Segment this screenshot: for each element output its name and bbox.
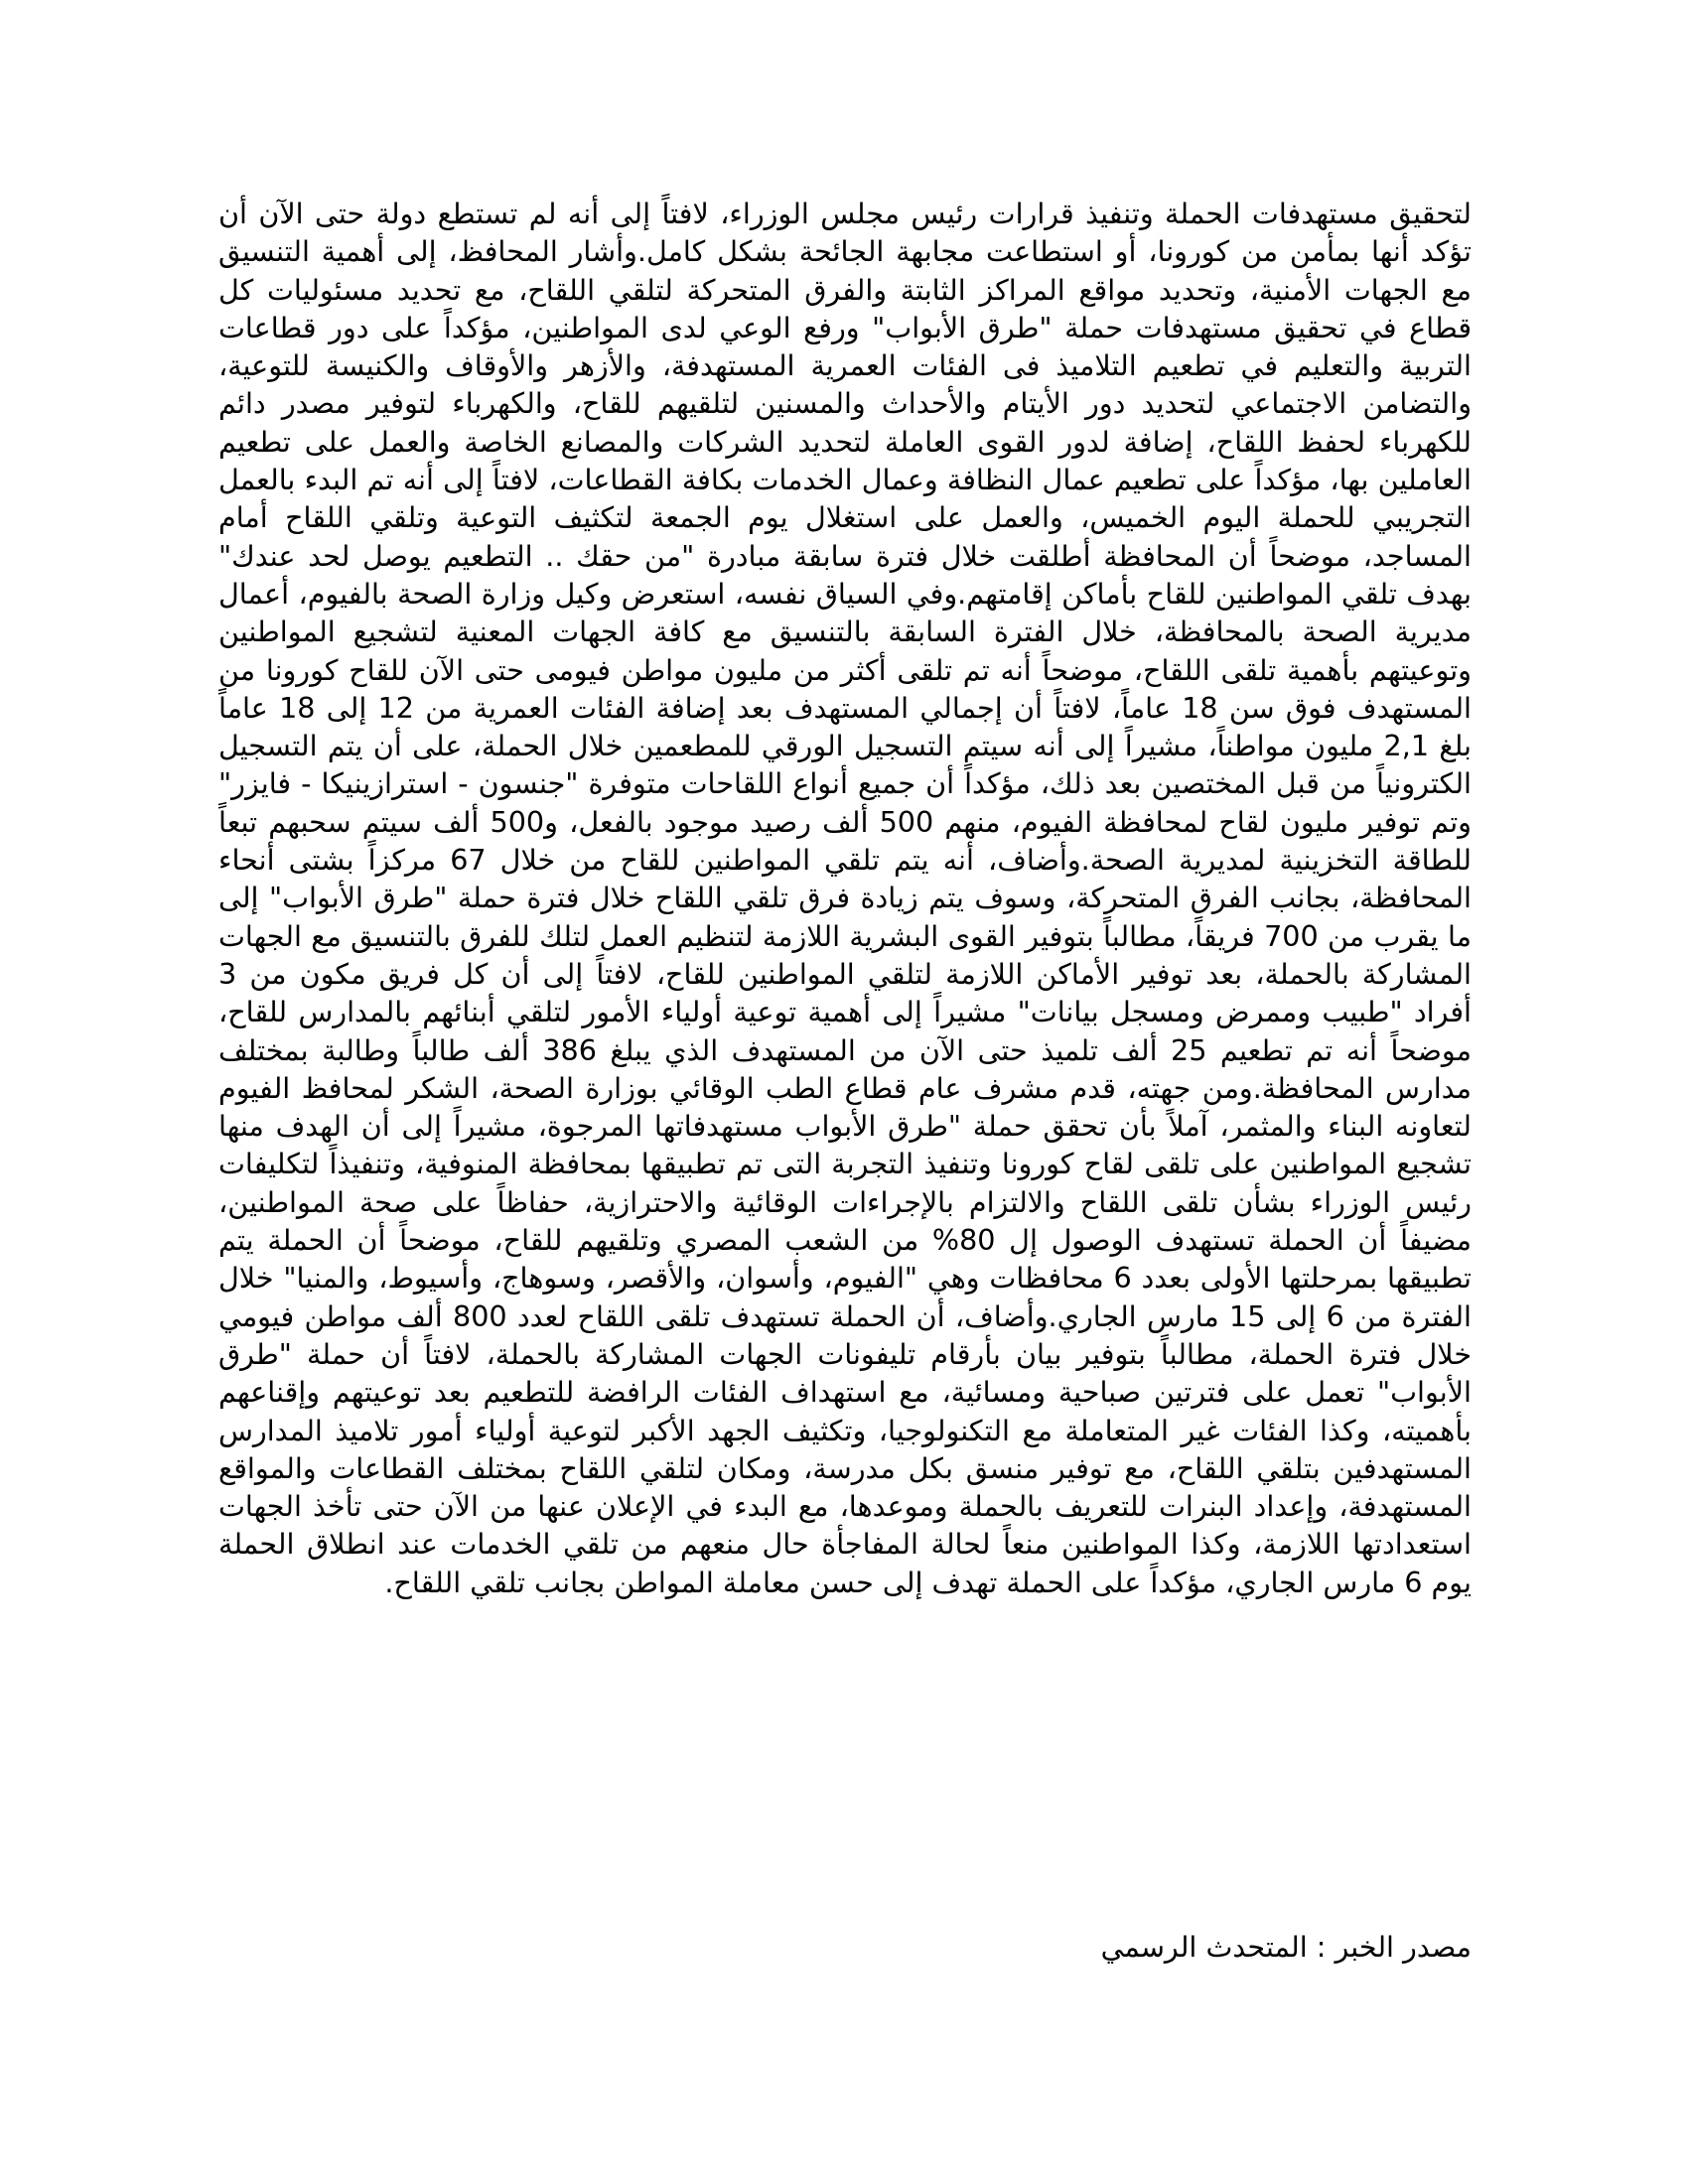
news-source-line: مصدر الخبر : المتحدث الرسمي: [1100, 1930, 1472, 1964]
article-body: لتحقيق مستهدفات الحملة وتنفيذ قرارات رئيس مجلس الوزراء، لافتاً إلى أنه لم تستطع دولة حتى الآن أن تؤكد أنها بمأمن من كورونا، أو استطاعت مجابهة الجائحة بشكل كامل.وأشار المحافظ، إلى أهمية التنسيق مع الجهات الأمنية، وتحديد مواقع المراكز الثابتة والفرق المتحركة لتلقي اللقاح، مع تحديد مسئوليات كل قطاع في تحقيق مستهدفات حملة "طرق الأبواب" ورفع الوعي لدى المواطنين، مؤكداً على دور قطاعات التربية والتعليم في تطعيم التلاميذ فى الفئات العمرية المستهدفة، والأزهر والأوقاف والكنيسة للتوعية، والتضامن الاجتماعي لتحديد دور الأيتام والأحداث والمسنين لتلقيهم للقاح، والكهرباء لتوفير مصدر دائم للكهرباء لحفظ اللقاح، إضافة لدور القوى العاملة لتحديد الشركات والمصانع الخاصة والعمل على تطعيم العاملين بها، مؤكداً على تطعيم عمال النظافة وعمال الخدمات بكافة القطاعات، لافتاً إلى أنه تم البدء بالعمل التجريبي للحملة اليوم الخميس، والعمل على استغلال يوم الجمعة لتكثيف التوعية وتلقي اللقاح أمام المساجد، موضحاً أن المحافظة أطلقت خلال فترة سابقة مبادرة "من حقك .. التطعيم يوصل لحد عندك" بهدف تلقي المواطنين للقاح بأماكن إقامتهم.وفي السياق نفسه، استعرض وكيل وزارة الصحة بالفيوم، أعمال مديرية الصحة بالمحافظة، خلال الفترة السابقة بالتنسيق مع كافة الجهات المعنية لتشجيع المواطنين وتوعيتهم بأهمية تلقى اللقاح، موضحاً أنه تم تلقى أكثر من مليون مواطن فيومى حتى الآن للقاح كورونا من المستهدف فوق سن 18 عاماً، لافتاً أن إجمالي المستهدف بعد إضافة الفئات العمرية من 12 إلى 18 عاماً بلغ 2,1 مليون مواطناً، مشيراً إلى أنه سيتم التسجيل الورقي للمطعمين خلال الحملة، على أن يتم التسجيل الكترونياً من قبل المختصين بعد ذلك، مؤكداً أن جميع أنواع اللقاحات متوفرة "جنسون - استرازينيكا - فايزر" وتم توفير مليون لقاح لمحافظة الفيوم، منهم 500 ألف رصيد موجود بالفعل، و500 ألف سيتم سحبهم تبعاً للطاقة التخزينية لمديرية الصحة.وأضاف، أنه يتم تلقي المواطنين للقاح من خلال 67 مركزاً بشتى أنحاء المحافظة، بجانب الفرق المتحركة، وسوف يتم زيادة فرق تلقي اللقاح خلال فترة حملة "طرق الأبواب" إلى ما يقرب من 700 فريقاً، مطالباً بتوفير القوى البشرية اللازمة لتنظيم العمل لتلك للفرق بالتنسيق مع الجهات المشاركة بالحملة، بعد توفير الأماكن اللازمة لتلقي المواطنين للقاح، لافتاً إلى أن كل فريق مكون من 3 أفراد "طبيب وممرض ومسجل بيانات" مشيراً إلى أهمية توعية أولياء الأمور لتلقي أبنائهم بالمدارس للقاح، موضحاً أنه تم تطعيم 25 ألف تلميذ حتى الآن من المستهدف الذي يبلغ 386 ألف طالباً وطالبة بمختلف مدارس المحافظة.ومن جهته، قدم مشرف عام قطاع الطب الوقائي بوزارة الصحة، الشكر لمحافظ الفيوم لتعاونه البناء والمثمر، آملاً بأن تحقق حملة "طرق الأبواب مستهدفاتها المرجوة، مشيراً إلى أن الهدف منها تشجيع المواطنين على تلقى لقاح كورونا وتنفيذ التجربة التى تم تطبيقها بمحافظة المنوفية، وتنفيذاً لتكليفات رئيس الوزراء بشأن تلقى اللقاح والالتزام بالإجراءات الوقائية والاحترازية، حفاظاً على صحة المواطنين، مضيفاً أن الحملة تستهدف الوصول إل 80% من الشعب المصري وتلقيهم للقاح، موضحاً أن الحملة يتم تطبيقها بمرحلتها الأولى بعدد 6 محافظات وهي "الفيوم، وأسوان، والأقصر، وسوهاج، وأسيوط، والمنيا" خلال الفترة من 6 إلى 15 مارس الجاري.وأضاف، أن الحملة تستهدف تلقى اللقاح لعدد 800 ألف مواطن فيومي خلال فترة الحملة، مطالباً بتوفير بيان بأرقام تليفونات الجهات المشاركة بالحملة، لافتاً أن حملة "طرق الأبواب" تعمل على فترتين صباحية ومسائية، مع استهداف الفئات الرافضة للتطعيم بعد توعيتهم وإقناعهم بأهميته، وكذا الفئات غير المتعاملة مع التكنولوجيا، وتكثيف الجهد الأكبر لتوعية أولياء أمور تلاميذ المدارس المستهدفين بتلقي اللقاح، مع توفير منسق بكل مدرسة، ومكان لتلقي اللقاح بمختلف القطاعات والمواقع المستهدفة، وإعداد البنرات للتعريف بالحملة وموعدها، مع البدء في الإعلان عنها من الآن حتى تأخذ الجهات استعدادتها اللازمة، وكذا المواطنين منعاً لحالة المفاجأة حال منعهم من تلقي الخدمات عند انطلاق الحملة يوم 6 مارس الجاري، مؤكداً على الحملة تهدف إلى حسن معاملة المواطن بجانب تلقي اللقاح.: [218, 197, 1473, 1599]
